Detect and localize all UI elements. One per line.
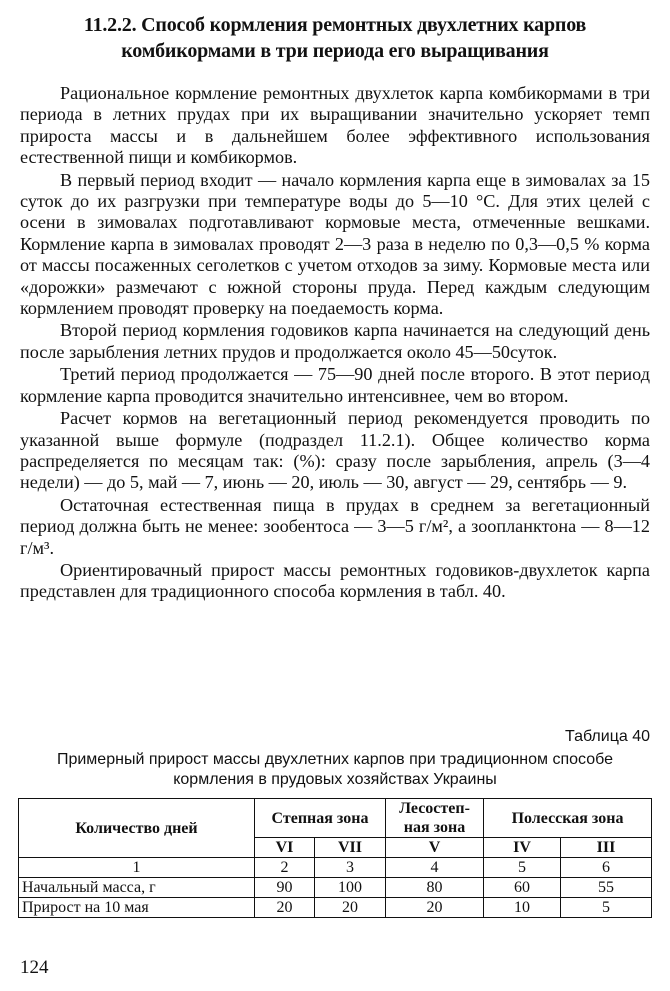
paragraph-second-period: Второй период кормления годовиков карпа начинается на следующий день после зарыбления летних прудов и продолжается около 45—50суток.	[20, 320, 650, 362]
table-number: Таблица 40	[565, 728, 650, 745]
column-number: 5	[484, 858, 561, 878]
table-cell: 80	[386, 878, 484, 898]
table-cell: 100	[315, 878, 386, 898]
table-row	[19, 898, 652, 918]
table-row	[19, 878, 652, 898]
header-forest-steppe-zone: Лесостеп-ная зона	[386, 799, 484, 838]
paragraph-first-period: В первый период входит — начало кормления карпа еще в зимовалах за 15 суток до их разгрузки при температуре воды до 5—10 °С. Для этих целей с осени в зимовалах подготавливают кормовые места, отмеченные вешками. Кормление карпа в зимовалах проводят 2—3 раза в неделю по 0,3—0,5 % корма от массы посаженных сеголетков с учетом отходов за зиму. Кормовые места или «дорожки» размечают с южной стороны пруда. Перед каждым следующим кормлением проводят проверку на поедаемость корма.	[20, 169, 650, 319]
table-cell: 5	[561, 898, 652, 918]
zone-vi: VI	[255, 838, 315, 858]
table-caption: Примерный прирост массы двухлетних карпов при традиционном способе кормления в прудовых хозяйствах Украины	[56, 751, 614, 788]
zone-iv: IV	[484, 838, 561, 858]
table-cell: 60	[484, 878, 561, 898]
column-number: 1	[19, 858, 255, 878]
body-text	[20, 83, 650, 604]
page-number: 124	[20, 957, 49, 978]
paragraph-third-period: Третий период продолжается — 75—90 дней после второго. В этот период кормление карпа проводится значительно интенсивнее, чем во втором.	[20, 364, 650, 406]
table-cell: 55	[561, 878, 652, 898]
paragraph-feed-calculation: Расчет кормов на вегетационный период рекомендуется проводить по указанной выше формуле (подраздел 11.2.1). Общее количество корма распределяется по месяцам так: (%): сразу после зарыбления, апрель (3—4 недели) — до 5, май — 7, июнь — 20, июль — 30, август — 29, сентябрь — 9.	[20, 408, 650, 493]
table-cell: 20	[255, 898, 315, 918]
row-label: Начальный масса, г	[19, 878, 255, 898]
header-days: Количество дней	[19, 799, 255, 858]
table-cell: 90	[255, 878, 315, 898]
column-number: 3	[315, 858, 386, 878]
paragraph-natural-food: Остаточная естественная пища в прудах в среднем за вегетационный период должна быть не менее: зообентоса — 3—5 г/м², а зоопланктона — 8—12 г/м³.	[20, 494, 650, 558]
table-cell: 10	[484, 898, 561, 918]
zone-iii: III	[561, 838, 652, 858]
paragraph-growth-reference: Ориентировачный прирост массы ремонтных годовиков-двухлеток карпа представлен для традиционного способа кормления в табл. 40.	[20, 559, 650, 602]
header-steppe-zone: Степная зона	[255, 799, 386, 838]
column-number: 4	[386, 858, 484, 878]
table-header-row	[19, 799, 652, 838]
table-cell: 20	[386, 898, 484, 918]
column-number: 6	[561, 858, 652, 878]
paragraph-rational-feeding: Рациональное кормление ремонтных двухлеток карпа комбикормами в три периода в летних прудах при их выращивании значительно ускоряет темп прироста массы и в дальнейшем более эффективного использования естественной пищи и комбикормов.	[20, 83, 650, 168]
zone-v: V	[386, 838, 484, 858]
section-heading: 11.2.2. Способ кормления ремонтных двухлетних карпов комбикормами в три периода его выращивания	[83, 14, 587, 62]
header-polesie-zone: Полесская зона	[484, 799, 652, 838]
column-number: 2	[255, 858, 315, 878]
row-label: Прирост на 10 мая	[19, 898, 255, 918]
growth-table	[18, 798, 652, 918]
table-column-number-row	[19, 858, 652, 878]
zone-vii: VII	[315, 838, 386, 858]
table-cell: 20	[315, 898, 386, 918]
